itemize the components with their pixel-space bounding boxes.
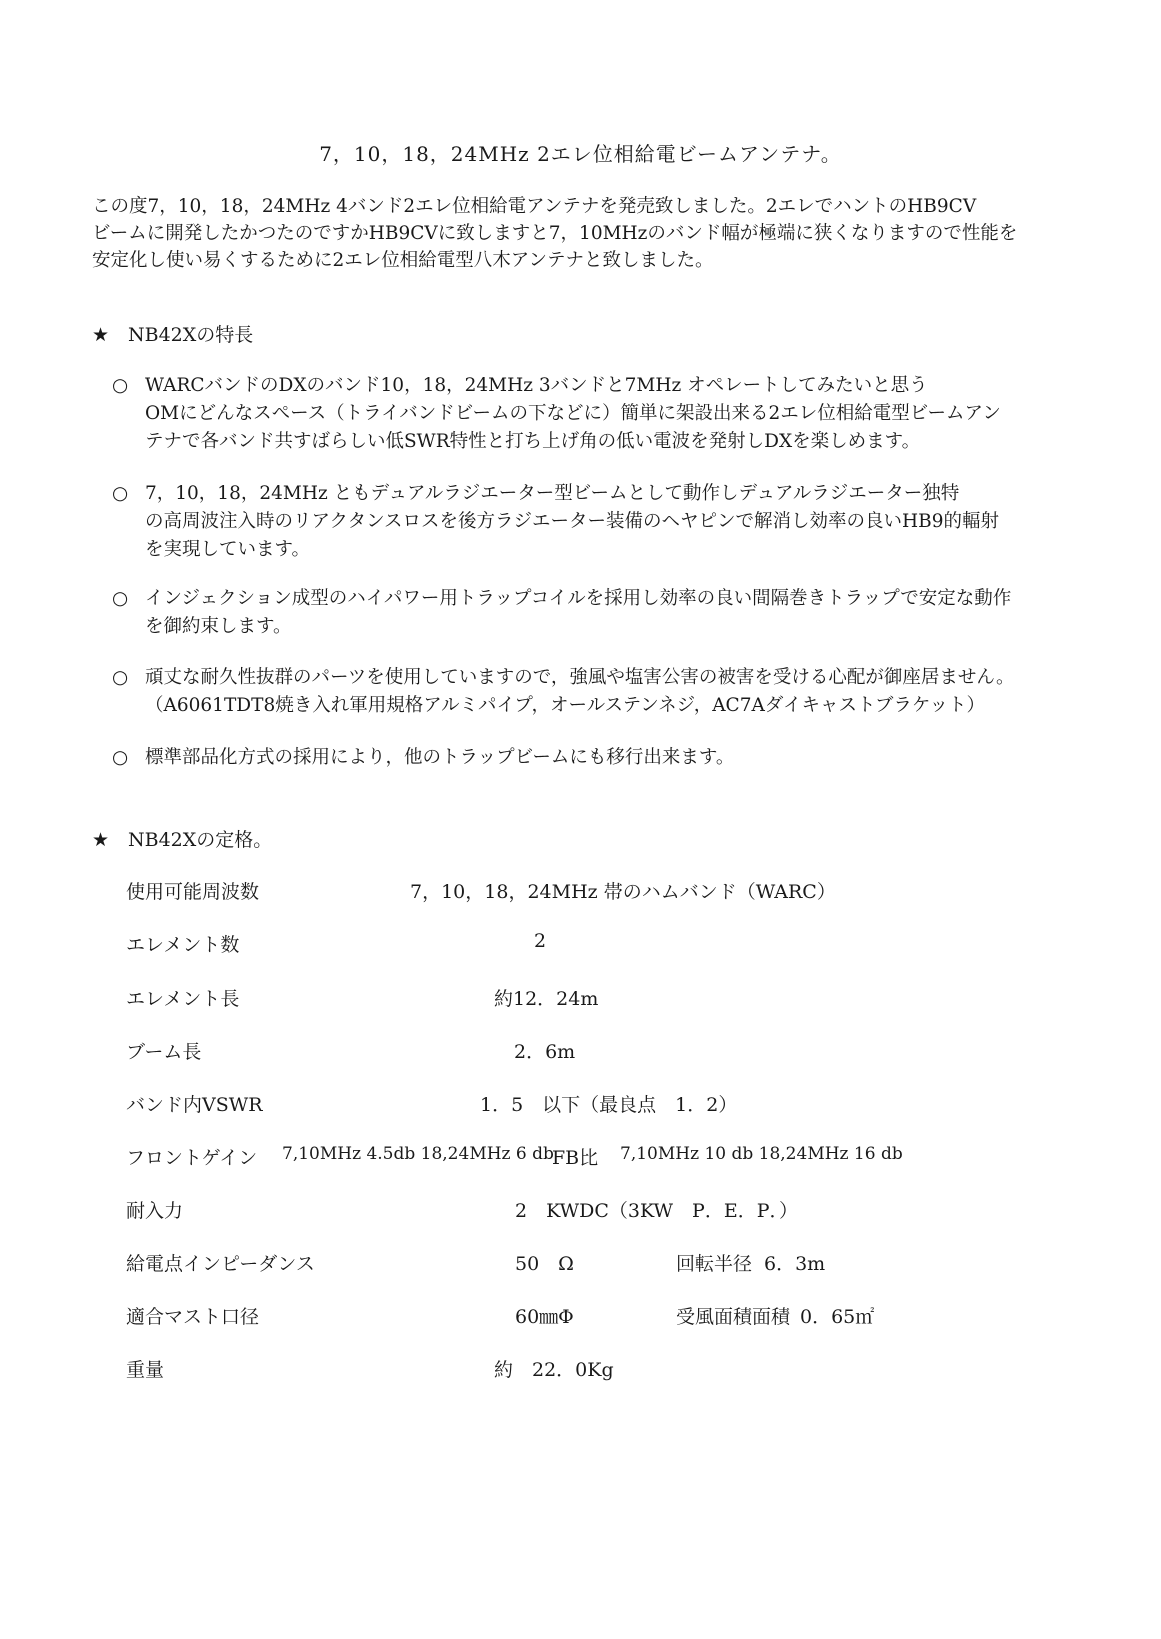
feature-line: WARCバンドのDXのバンド10，18，24MHz 3バンドと7MHz オペレートしてみたいと思う bbox=[145, 375, 928, 396]
circle-bullet-icon: ○ bbox=[112, 483, 129, 504]
spec-value: 2 bbox=[534, 930, 547, 952]
wind-area-value: 0．65㎡ bbox=[800, 1306, 875, 1328]
intro-line: ビームに開発したかつたのですかHB9CVに致しますと7，10MHzのバンド幅が極端に狭くなりますので性能を bbox=[92, 223, 1018, 244]
star-icon: ★ bbox=[92, 324, 110, 346]
feature-line: 7，10，18，24MHz ともデュアルラジエーター型ビームとして動作しデュアルラジエーター独特 bbox=[145, 483, 960, 504]
intro-line: 安定化し使い易くするために2エレ位相給電型八木アンテナと致しました。 bbox=[92, 250, 714, 271]
spec-value: 2．6m bbox=[514, 1041, 576, 1063]
circle-bullet-icon: ○ bbox=[112, 588, 129, 609]
spec-label: 適合マスト口径 bbox=[126, 1306, 260, 1328]
spec-label: エレメント長 bbox=[126, 988, 240, 1010]
circle-bullet-icon: ○ bbox=[112, 667, 129, 688]
fb-ratio-value: 7,10MHz 10 db 18,24MHz 16 db bbox=[620, 1144, 903, 1164]
spec-value: 1．5 以下（最良点 1．2） bbox=[480, 1094, 738, 1116]
document-title: 7，10，18，24MHz 2エレ位相給電ビームアンテナ。 bbox=[319, 142, 842, 166]
spec-value: 2 KWDC（3KW P．E．P．） bbox=[515, 1200, 798, 1222]
turning-radius-value: 6．3m bbox=[764, 1253, 826, 1275]
spec-value: 7,10MHz 4.5db 18,24MHz 6 db bbox=[282, 1144, 554, 1164]
feature-line: テナで各バンド共すばらしい低SWR特性と打ち上げ角の低い電波を発射しDXを楽しめます。 bbox=[145, 431, 921, 452]
spec-label: 重量 bbox=[126, 1359, 165, 1381]
features-heading-label: NB42Xの特長 bbox=[128, 324, 254, 346]
circle-bullet-icon: ○ bbox=[112, 375, 129, 396]
feature-line: 標準部品化方式の採用により，他のトラップビームにも移行出来ます。 bbox=[145, 747, 735, 768]
spec-value: 60㎜Φ bbox=[515, 1306, 574, 1328]
spec-value: 7，10，18，24MHz 帯のハムバンド（WARC） bbox=[410, 881, 836, 903]
turning-radius-label: 回転半径 bbox=[676, 1253, 753, 1275]
spec-label: 耐入力 bbox=[126, 1200, 184, 1222]
feature-line: を実現しています。 bbox=[145, 539, 311, 560]
spec-value: 50 Ω bbox=[515, 1253, 574, 1275]
spec-label: バンド内VSWR bbox=[126, 1094, 263, 1116]
intro-paragraph bbox=[92, 193, 1082, 274]
feature-line: インジェクション成型のハイパワー用トラップコイルを採用し効率の良い間隔巻きトラップで安定な動作 bbox=[145, 588, 1012, 609]
star-icon: ★ bbox=[92, 829, 110, 851]
spec-label: フロントゲイン bbox=[126, 1147, 258, 1169]
feature-line: の高周波注入時のリアクタンスロスを後方ラジエーター装備のヘヤピンで解消し効率の良いHB9的輻射 bbox=[145, 511, 1000, 532]
spec-label: ブーム長 bbox=[126, 1041, 202, 1063]
intro-line: この度7，10，18，24MHz 4バンド2エレ位相給電アンテナを発売致しました。2エレでハントのHB9CV bbox=[92, 196, 977, 217]
specs-heading-label: NB42Xの定格。 bbox=[128, 829, 273, 851]
spec-label: 給電点インピーダンス bbox=[126, 1253, 315, 1275]
fb-ratio-label: FB比 bbox=[552, 1147, 599, 1169]
feature-line: （A6061TDT8焼き入れ軍用規格アルミパイプ，オールステンネジ，AC7Aダイキャストブラケット） bbox=[145, 695, 985, 716]
specs-heading bbox=[92, 825, 272, 852]
features-heading bbox=[92, 320, 253, 347]
spec-label: 使用可能周波数 bbox=[126, 881, 260, 903]
spec-value: 約 22．0Kg bbox=[494, 1359, 614, 1381]
circle-bullet-icon: ○ bbox=[112, 747, 129, 768]
spec-value: 約12．24m bbox=[494, 988, 599, 1010]
feature-line: 頑丈な耐久性抜群のパーツを使用していますので，強風や塩害公害の被害を受ける心配が御座居ません。 bbox=[145, 667, 1015, 688]
feature-line: OMにどんなスペース（トライバンドビームの下などに）簡単に架設出来る2エレ位相給電型ビームアン bbox=[145, 403, 1001, 424]
spec-label: エレメント数 bbox=[126, 934, 240, 956]
wind-area-label: 受風面積面積 bbox=[676, 1306, 791, 1328]
feature-line: を御約束します。 bbox=[145, 616, 292, 637]
